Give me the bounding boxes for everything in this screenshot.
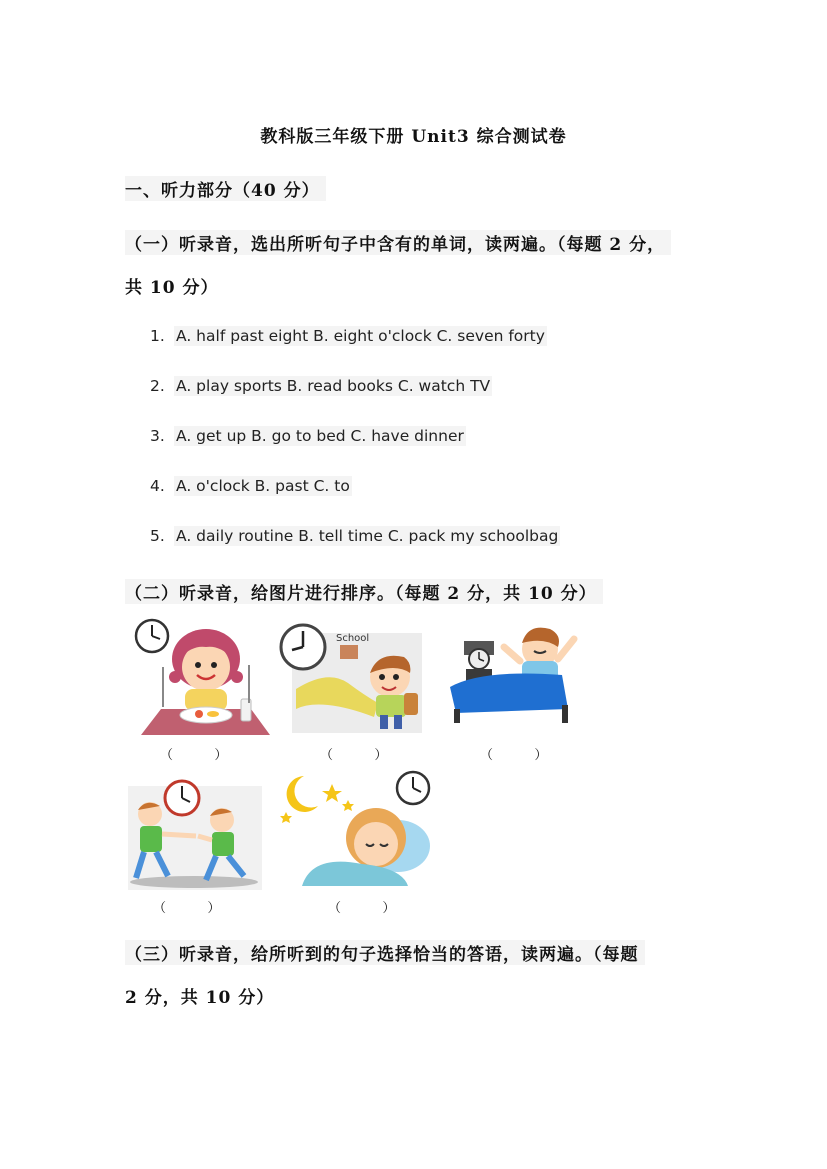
question-1 — [150, 327, 547, 345]
sub2-instruction: （二）听录音，给图片进行排序。（每题 2 分，共 10 分） — [125, 579, 603, 604]
answer-blank-1[interactable]: （ ） — [160, 748, 228, 763]
sub3-instruction-line1: （三）听录音，给所听到的句子选择恰当的答语，读两遍。（每题 — [125, 940, 645, 965]
clock-icon — [281, 625, 325, 669]
question-options: A. daily routine B. tell time C. pack my schoolbag — [176, 527, 559, 545]
clock-icon — [165, 781, 199, 815]
star-icon — [342, 800, 354, 811]
question-number: 1. — [150, 327, 165, 345]
section-heading-listening: 一、听力部分（40 分） — [125, 176, 326, 201]
question-options: A. get up B. go to bed C. have dinner — [176, 427, 464, 445]
sub1-instruction-line1: （一）听录音，选出所听句子中含有的单词，读两遍。（每题 2 分， — [125, 230, 671, 255]
clock-icon — [469, 649, 489, 669]
question-5 — [150, 527, 560, 545]
girl-eating-breakfast-picture — [133, 617, 270, 735]
question-options: A. o'clock B. past C. to — [176, 477, 350, 495]
answer-blank-5[interactable]: （ ） — [328, 901, 396, 916]
boy-going-to-school-picture — [278, 617, 430, 735]
clock-icon — [136, 620, 168, 652]
clock-icon — [397, 772, 429, 804]
school-sign-label: School — [336, 633, 370, 644]
page-title: 教科版三年级下册 Unit3 综合测试卷 — [260, 127, 567, 147]
answer-blank-2[interactable]: （ ） — [320, 748, 388, 763]
question-number: 2. — [150, 377, 165, 395]
question-4 — [150, 477, 352, 495]
star-icon — [322, 784, 342, 802]
question-number: 5. — [150, 527, 165, 545]
question-number: 4. — [150, 477, 165, 495]
sub1-instruction-line2: 共 10 分） — [125, 278, 219, 298]
boys-running-picture — [126, 778, 264, 892]
answer-blank-4[interactable]: （ ） — [153, 901, 221, 916]
question-options: A. play sports B. read books C. watch TV — [176, 377, 491, 395]
girl-sleeping-picture — [272, 768, 436, 886]
moon-icon — [287, 776, 318, 812]
question-2 — [150, 377, 492, 395]
boy-getting-up-picture — [442, 617, 580, 723]
answer-blank-3[interactable]: （ ） — [480, 748, 548, 763]
star-icon — [280, 812, 292, 823]
question-number: 3. — [150, 427, 165, 445]
question-3 — [150, 427, 466, 445]
question-options: A. half past eight B. eight o'clock C. seven forty — [176, 327, 545, 345]
sub3-instruction-line2: 2 分，共 10 分） — [125, 988, 275, 1008]
